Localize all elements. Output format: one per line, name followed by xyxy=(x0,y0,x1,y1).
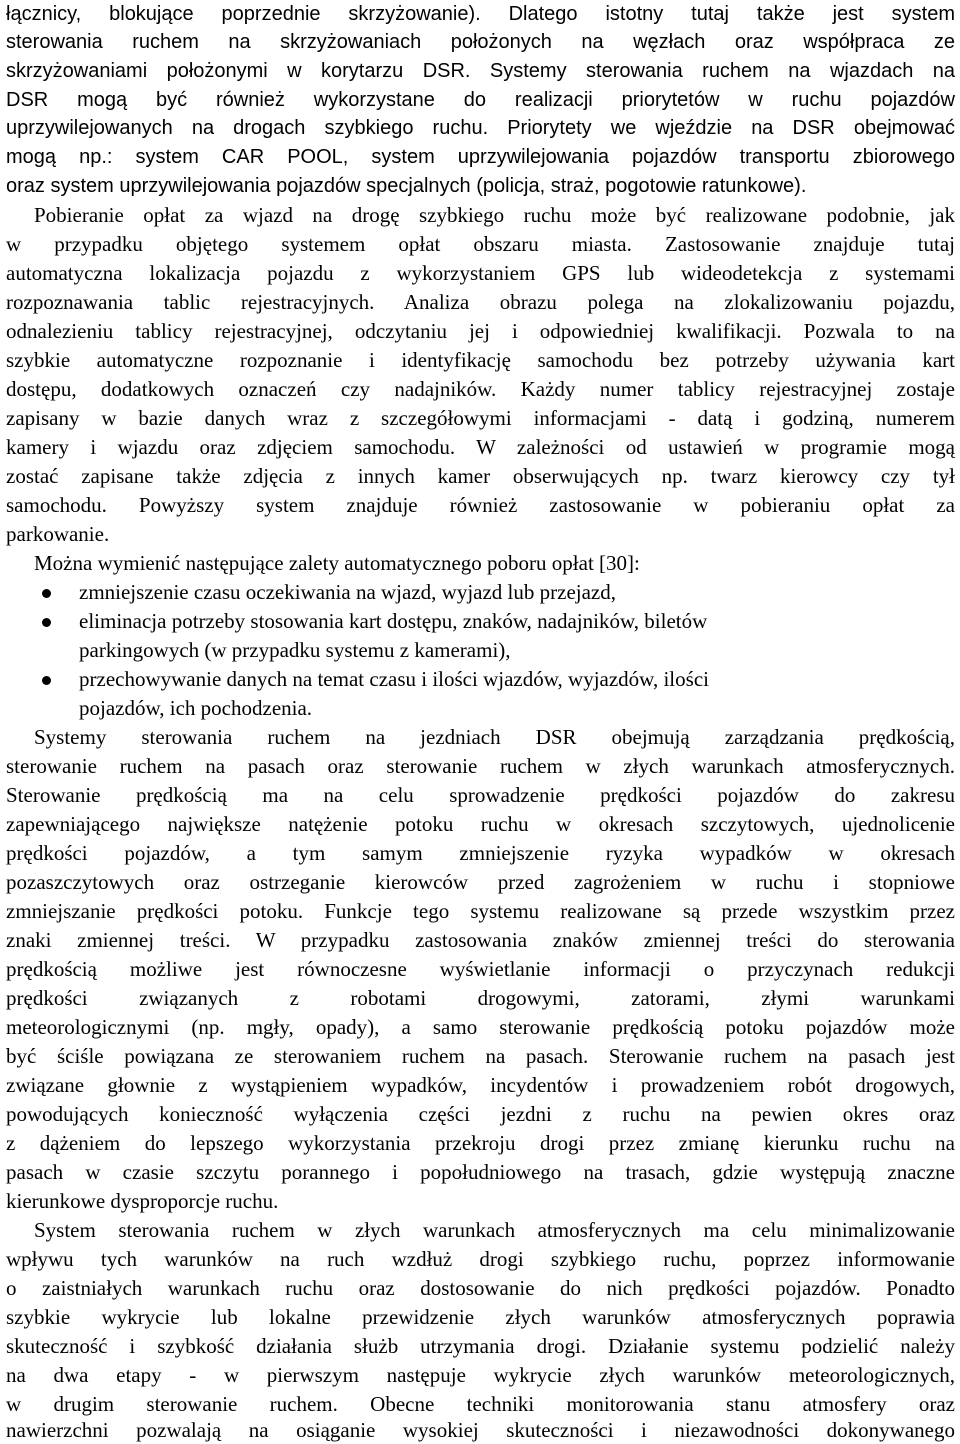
body-line: Sterowanie prędkością ma na celu sprowadzenie prędkości pojazdów do zakresu xyxy=(6,783,955,807)
body-line: prędkością możliwe jest równoczesne wyświetlanie informacji o przyczynach redukcji xyxy=(6,957,955,981)
body-line: System sterowania ruchem w złych warunkach atmosferycznych ma celu minimalizowanie xyxy=(34,1218,955,1242)
body-line: kamery i wjazdu oraz zdjęciem samochodu. W zależności od ustawień w programie mogą xyxy=(6,435,955,459)
body-line: skrzyżowaniami położonymi w korytarzu DSR. Systemy sterowania ruchem na wjazdach na xyxy=(6,60,955,82)
body-line: związane głownie z wystąpieniem wypadków, incydentów i prowadzeniem robót drogowych, xyxy=(6,1073,955,1097)
body-line: sterowania ruchem na skrzyżowaniach położonych na węzłach oraz współpraca ze xyxy=(6,31,955,53)
bullet-icon xyxy=(42,618,51,627)
body-line: skuteczność i szybkość działania służb utrzymania drogi. Działanie systemu podzielić należy xyxy=(6,1334,955,1358)
body-line: automatyczna lokalizacja pojazdu z wykorzystaniem GPS lub wideodetekcja z systemami xyxy=(6,261,955,285)
list-item-continuation: parkingowych (w przypadku systemu z kamerami), xyxy=(79,638,511,662)
body-line: zostać zapisane także zdjęcia z innych kamer obserwujących np. twarz kierowcy czy tył xyxy=(6,464,955,488)
list-item: przechowywanie danych na temat czasu i ilości wjazdów, wyjazdów, ilości xyxy=(79,667,709,691)
list-item: eliminacja potrzeby stosowania kart dostępu, znaków, nadajników, biletów xyxy=(79,609,708,633)
body-line: szybkie wykrycie lub lokalne przewidzenie złych warunków atmosferycznych poprawia xyxy=(6,1305,955,1329)
body-line: być ściśle powiązana ze sterowaniem ruchem na pasach. Sterowanie ruchem na pasach jest xyxy=(6,1044,955,1068)
body-line: odnalezieniu tablicy rejestracyjnej, odczytaniu jej i odpowiedniej kwalifikacji. Pozwala to na xyxy=(6,319,955,343)
list-item: zmniejszenie czasu oczekiwania na wjazd, wyjazd lub przejazd, xyxy=(79,580,616,604)
body-line: nawierzchni pozwalają na osiąganie wysokiej skuteczności i niezawodności dokonywanego xyxy=(6,1418,955,1442)
body-line: wpływu tych warunków na ruch wzdłuż drogi szybkiego ruchu, poprzez informowanie xyxy=(6,1247,955,1271)
body-line: w drugim sterowanie ruchem. Obecne techniki monitorowania stanu atmosfery oraz xyxy=(6,1392,955,1416)
body-line: Pobieranie opłat za wjazd na drogę szybkiego ruchu może być realizowane podobnie, jak xyxy=(34,203,955,227)
body-line: zapewniającego największe natężenie potoku ruchu w okresach szczytowych, ujednolicenie xyxy=(6,812,955,836)
body-line: prędkości związanych z robotami drogowymi, zatorami, złymi warunkami xyxy=(6,986,955,1010)
body-line: w przypadku objętego systemem opłat obszaru miasta. Zastosowanie znajduje tutaj xyxy=(6,232,955,256)
body-line: znaki zmiennej treści. W przypadku zastosowania znaków zmiennej treści do sterowania xyxy=(6,928,955,952)
list-item-continuation: pojazdów, ich pochodzenia. xyxy=(79,696,313,720)
body-line: kierunkowe dysproporcje ruchu. xyxy=(6,1189,279,1213)
body-line: powodujących konieczność wyłączenia części jezdni z ruchu na pewien okres oraz xyxy=(6,1102,955,1126)
body-line: samochodu. Powyższy system znajduje również zastosowanie w pobieraniu opłat za xyxy=(6,493,955,517)
body-line: łącznicy, blokujące poprzednie skrzyżowanie). Dlatego istotny tutaj także jest system xyxy=(6,3,955,25)
bullet-icon xyxy=(42,676,51,685)
body-line: pozaszczytowych oraz ostrzeganie kierowców przed zagrożeniem w ruchu i stopniowe xyxy=(6,870,955,894)
body-line: sterowanie ruchem na pasach oraz sterowanie ruchem w złych warunkach atmosferycznych. xyxy=(6,754,955,778)
body-line: na dwa etapy - w pierwszym następuje wykrycie złych warunków meteorologicznych, xyxy=(6,1363,955,1387)
body-line: prędkości pojazdów, a tym samym zmniejszenie ryzyka wypadków w okresach xyxy=(6,841,955,865)
list-intro-line: Można wymienić następujące zalety automatycznego poboru opłat [30]: xyxy=(34,551,640,575)
body-line: oraz system uprzywilejowania pojazdów specjalnych (policja, straż, pogotowie ratunkowe). xyxy=(6,175,807,197)
body-line: DSR mogą być również wykorzystane do realizacji priorytetów w ruchu pojazdów xyxy=(6,89,955,111)
body-line: szybkie automatyczne rozpoznanie i identyfikację samochodu bez potrzeby używania kart xyxy=(6,348,955,372)
bullet-icon xyxy=(42,589,51,598)
body-line: parkowanie. xyxy=(6,522,110,546)
body-line: uprzywilejowanych na drogach szybkiego ruchu. Priorytety we wjeździe na DSR obejmować xyxy=(6,117,955,139)
body-line: dostępu, dodatkowych oznaczeń czy nadajników. Każdy numer tablicy rejestracyjnej zostaje xyxy=(6,377,955,401)
body-line: z dążeniem do lepszego wykorzystania przekroju drogi przez zmianę kierunku ruchu na xyxy=(6,1131,955,1155)
body-line: meteorologicznymi (np. mgły, opady), a samo sterowanie prędkością potoku pojazdów może xyxy=(6,1015,955,1039)
body-line: o zaistniałych warunkach ruchu oraz dostosowanie do nich prędkości pojazdów. Ponadto xyxy=(6,1276,955,1300)
body-line: mogą np.: system CAR POOL, system uprzywilejowania pojazdów transportu zbiorowego xyxy=(6,146,955,168)
body-line: zapisany w bazie danych wraz z szczegółowymi informacjami - datą i godziną, numerem xyxy=(6,406,955,430)
body-line: pasach w czasie szczytu porannego i popołudniowego na trasach, gdzie występują znaczne xyxy=(6,1160,955,1184)
body-line: rozpoznawania tablic rejestracyjnych. Analiza obrazu polega na zlokalizowaniu pojazdu, xyxy=(6,290,955,314)
body-line: zmniejszanie prędkości potoku. Funkcje tego systemu realizowane są przede wszystkim przez xyxy=(6,899,955,923)
body-line: Systemy sterowania ruchem na jezdniach DSR obejmują zarządzania prędkością, xyxy=(34,725,955,749)
